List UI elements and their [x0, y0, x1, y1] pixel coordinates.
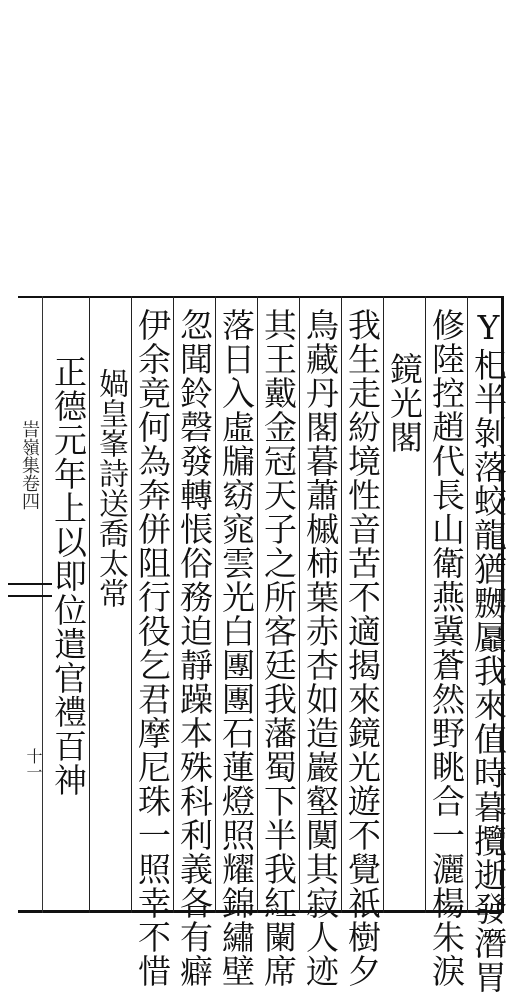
fold-title: 峕嶺集卷四	[19, 420, 40, 510]
column-rule	[299, 296, 300, 913]
column-rule	[173, 296, 174, 913]
text-column-4: 我生走紛境性音苦不適揭來鏡光遊不覺祇樹夕	[343, 308, 382, 988]
text-column-6: 其王戴金冠天子之所客廷我藩蜀下半我紅闌席	[259, 308, 298, 988]
text-column-2: 修陸控趙代長山衛燕冀蒼然野眺合一灑楊朱淚	[427, 308, 466, 988]
text-column-7: 落日入虛牖窈窕雲光白團團石蓮燈照耀錦繡壁	[217, 308, 256, 988]
column-rule	[467, 296, 468, 913]
text-column-1: Y𣏌半剝落蛟龍猶嬲屭我來值時暮攬逝發潛胃	[469, 308, 508, 994]
column-rule	[383, 296, 384, 913]
text-column-8: 忽聞鈴磬發轉悵俗務迫靜躁本殊科利義各有癖	[175, 308, 214, 988]
text-column-3-heading: 鏡光閣	[385, 352, 424, 454]
text-column-9: 伊余竟何為奔併阻行役乞君摩尼珠一照幸不惜	[133, 308, 172, 988]
column-rule	[131, 296, 132, 913]
text-column-5: 鳥藏丹閣暮蕭槭柿葉赤杏如造巖壑闃其寂人迹	[301, 308, 340, 988]
column-rule	[425, 296, 426, 913]
column-rule	[215, 296, 216, 913]
fold-line	[42, 296, 43, 913]
text-column-10-heading: 媧皇峯詩送喬太常	[93, 368, 128, 608]
column-rule	[89, 296, 90, 913]
column-rule	[257, 296, 258, 913]
text-column-11: 正德元年上以即位遣官禮百神	[49, 355, 88, 797]
column-rule	[341, 296, 342, 913]
leaf-number: 十一	[24, 748, 43, 780]
